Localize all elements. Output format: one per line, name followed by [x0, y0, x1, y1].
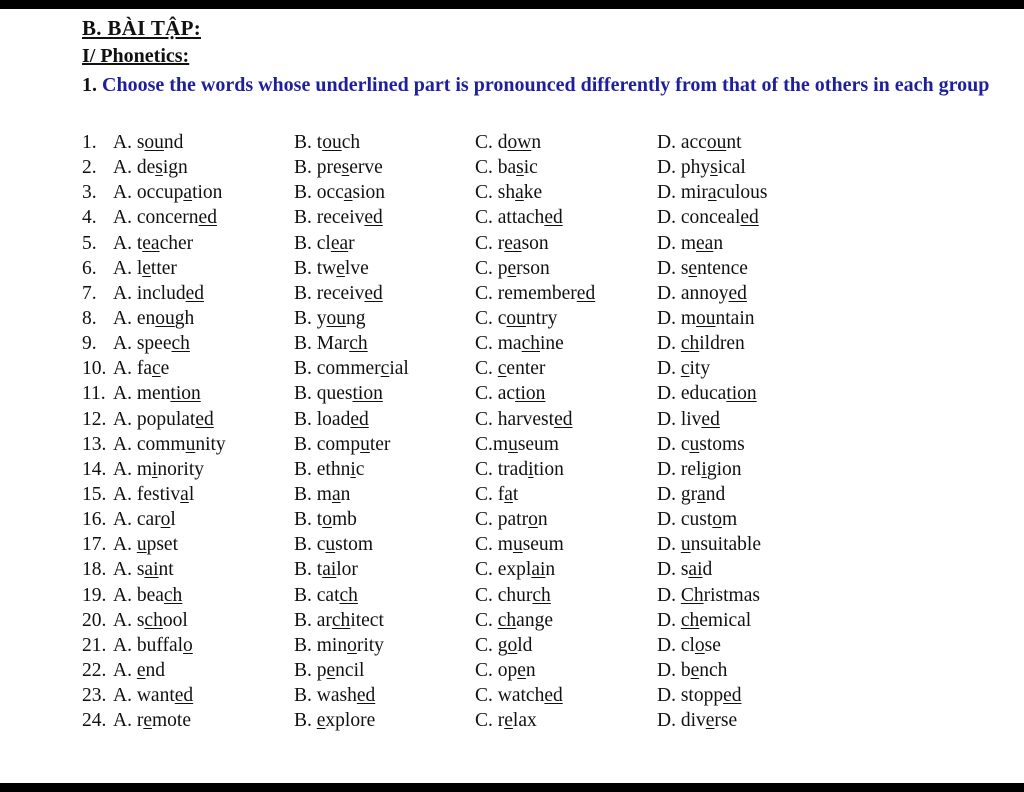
option-c: C. harvested: [475, 408, 573, 430]
option-a: A. sound: [113, 132, 184, 153]
option-b: B. received: [294, 282, 383, 304]
option-b: B. man: [294, 483, 351, 505]
option-b: B. custom: [294, 534, 374, 556]
option-d: D. children: [657, 333, 745, 355]
option-c: C. center: [475, 358, 546, 380]
option-d: D. diverse: [657, 710, 738, 732]
option-a: A. letter: [113, 257, 177, 279]
option-c: C. museum: [475, 534, 564, 556]
option-d: D. unsuitable: [657, 534, 761, 556]
option-d: D. education: [657, 383, 757, 405]
question-number: 19.: [82, 584, 107, 606]
question-number: 16.: [82, 509, 107, 531]
option-a: A. design: [113, 157, 188, 179]
option-c: C. reason: [475, 232, 549, 254]
option-a: A. included: [113, 282, 204, 304]
option-c: C. remembered: [475, 282, 596, 304]
question-number: 9.: [82, 333, 97, 355]
option-c: C. shake: [475, 182, 543, 204]
question-number: 11.: [82, 383, 106, 405]
question-number: 20.: [82, 609, 107, 631]
option-b: B. minority: [294, 634, 384, 656]
document-page: [0, 9, 1024, 783]
question-number: 18.: [82, 559, 107, 581]
option-a: A. remote: [113, 710, 191, 732]
option-b: B. tomb: [294, 509, 357, 531]
option-a: A. teacher: [113, 232, 194, 254]
option-b: B. question: [294, 383, 383, 405]
option-d: D. account: [657, 132, 742, 153]
option-a: A. face: [113, 358, 170, 380]
option-c: C. open: [475, 659, 536, 681]
option-a: A. minority: [113, 458, 205, 480]
option-d: D. chemical: [657, 609, 752, 631]
option-a: A. mention: [113, 383, 201, 405]
option-b: B. touch: [294, 132, 361, 153]
question-number: 13.: [82, 433, 107, 455]
option-c: C. fat: [475, 483, 519, 505]
option-d: D. said: [657, 559, 713, 581]
question-number: 10.: [82, 358, 107, 380]
option-a: A. speech: [113, 333, 190, 355]
instruction-text: Choose the words whose underlined part is pronounced differently from that of the others in each group: [102, 74, 990, 96]
question-number: 4.: [82, 207, 97, 229]
option-d: D. physical: [657, 157, 746, 179]
option-c: C. attached: [475, 207, 563, 229]
question-number: 7.: [82, 282, 97, 304]
instruction-number: 1.: [82, 74, 97, 96]
option-c: C. down: [475, 132, 542, 153]
option-a: A. wanted: [113, 685, 194, 707]
heading: B. BÀI TẬP:: [82, 16, 202, 40]
option-d: D. religion: [657, 458, 742, 480]
question-number: 15.: [82, 483, 107, 505]
option-d: D. custom: [657, 509, 738, 531]
option-a: A. enough: [113, 307, 195, 329]
option-c: C. relax: [475, 710, 537, 732]
question-number: 24.: [82, 710, 107, 732]
option-d: D. grand: [657, 483, 726, 505]
option-c: C. country: [475, 307, 558, 329]
option-d: D. concealed: [657, 207, 759, 229]
option-d: D. lived: [657, 408, 720, 430]
option-c: C. person: [475, 257, 550, 279]
option-a: A. school: [113, 609, 188, 631]
option-c: C.museum: [475, 433, 559, 455]
option-a: A. end: [113, 659, 165, 681]
option-c: C. gold: [475, 634, 533, 656]
option-a: A. upset: [113, 534, 179, 556]
instruction: [82, 71, 997, 100]
option-d: D. mean: [657, 232, 724, 254]
option-a: A. concerned: [113, 207, 217, 229]
question-number: 6.: [82, 257, 97, 279]
option-d: D. city: [657, 358, 711, 380]
option-b: B. ethnic: [294, 458, 365, 480]
option-c: C. basic: [475, 157, 538, 179]
option-b: B. washed: [294, 685, 376, 707]
option-d: D. miraculous: [657, 182, 768, 204]
option-b: B. explore: [294, 710, 376, 732]
option-b: B. twelve: [294, 257, 369, 279]
option-a: A. occupation: [113, 182, 223, 204]
option-d: D. annoyed: [657, 282, 747, 304]
option-d: D. customs: [657, 433, 745, 455]
option-d: D. close: [657, 634, 721, 656]
option-b: B. clear: [294, 232, 355, 254]
option-c: C. watched: [475, 685, 563, 707]
option-b: B. commercial: [294, 358, 409, 380]
option-b: B. occasion: [294, 182, 385, 204]
option-a: A. buffalo: [113, 634, 193, 656]
question-number: 3.: [82, 182, 97, 204]
section-title: I/ Phonetics:: [82, 45, 190, 67]
option-d: D. bench: [657, 659, 728, 681]
option-d: D. Christmas: [657, 584, 760, 606]
option-c: C. patron: [475, 509, 548, 531]
option-b: B. architect: [294, 609, 384, 631]
option-d: D. mountain: [657, 307, 755, 329]
question-number: 21.: [82, 634, 107, 656]
option-c: C. explain: [475, 559, 556, 581]
option-b: B. pencil: [294, 659, 365, 681]
option-b: B. young: [294, 307, 366, 329]
question-number: 12.: [82, 408, 107, 430]
option-c: C. machine: [475, 333, 564, 355]
option-a: A. community: [113, 433, 226, 455]
option-b: B. computer: [294, 433, 391, 455]
option-d: D. stopped: [657, 685, 742, 707]
question-number: 22.: [82, 659, 107, 681]
option-c: C. tradition: [475, 458, 564, 480]
option-b: B. loaded: [294, 408, 369, 430]
option-a: A. saint: [113, 559, 174, 581]
question-number: 5.: [82, 232, 97, 254]
option-c: C. action: [475, 383, 546, 405]
question-number: 1.: [82, 132, 97, 153]
question-number: 2.: [82, 157, 97, 179]
option-a: A. festival: [113, 483, 195, 505]
option-b: B. catch: [294, 584, 358, 606]
option-c: C. change: [475, 609, 553, 631]
option-a: A. populated: [113, 408, 214, 430]
top-border: [0, 0, 1024, 9]
bottom-border: [0, 783, 1024, 792]
option-b: B. March: [294, 333, 368, 355]
option-a: A. beach: [113, 584, 183, 606]
question-number: 23.: [82, 685, 107, 707]
option-d: D. sentence: [657, 257, 748, 279]
option-c: C. church: [475, 584, 551, 606]
question-number: 14.: [82, 458, 107, 480]
question-number: 17.: [82, 534, 107, 556]
option-b: B. tailor: [294, 559, 358, 581]
option-b: B. preserve: [294, 157, 383, 179]
option-b: B. received: [294, 207, 383, 229]
question-number: 8.: [82, 307, 97, 329]
option-a: A. carol: [113, 509, 176, 531]
